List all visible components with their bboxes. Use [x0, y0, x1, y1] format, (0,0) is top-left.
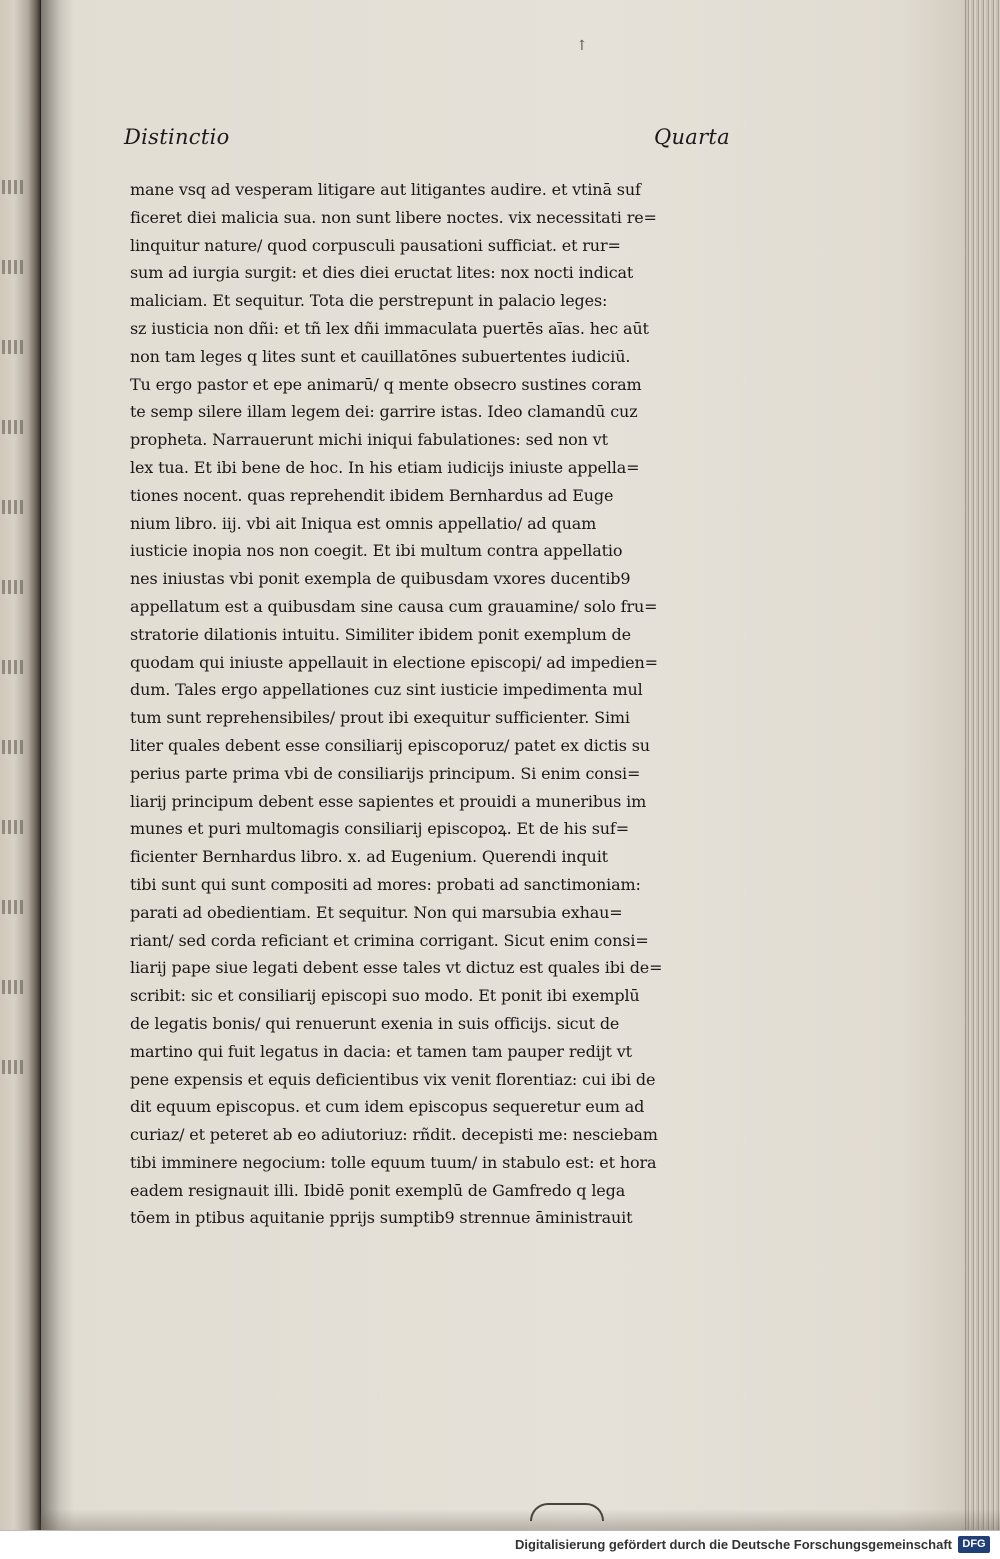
text-line: quodam qui iniuste appellauit in electione episcopi/ ad impedien= — [130, 652, 658, 672]
bleed-through-text — [2, 340, 26, 354]
text-line: perius parte prima vbi de consiliarijs principum. Si enim consi= — [130, 763, 641, 783]
text-line: appellatum est a quibusdam sine causa cum grauamine/ solo fru= — [130, 596, 658, 616]
text-line: iusticie inopia nos non coegit. Et ibi multum contra appellatio — [130, 541, 623, 561]
text-line: maliciam. Et sequitur. Tota die perstrepunt in palacio leges: — [130, 291, 608, 311]
bleed-through-text — [2, 1060, 26, 1074]
dfg-logo: DFG — [958, 1536, 990, 1553]
bleed-through-text — [2, 820, 26, 834]
facing-page-edge — [0, 0, 41, 1559]
text-line: curiaz/ et peteret ab eo adiutoriuz: rñdit. decepisti me: nesciebam — [130, 1125, 658, 1145]
text-line: eadem resignauit illi. Ibidē ponit exemplū de Gamfredo q lega — [130, 1180, 626, 1200]
text-line: nes iniustas vbi ponit exempla de quibusdam vxores ducentib9 — [130, 569, 631, 589]
text-line: Tu ergo pastor et epe animarū/ q mente obsecro sustines coram — [130, 374, 642, 394]
bleed-through-text — [2, 180, 26, 194]
running-header — [124, 125, 730, 161]
bleed-through-text — [2, 980, 26, 994]
binding-gutter — [40, 0, 74, 1559]
text-line: nium libro. iij. vbi ait Iniqua est omnis appellatio/ ad quam — [130, 513, 597, 533]
text-line: de legatis bonis/ qui renuerunt exenia in suis officijs. sicut de — [130, 1013, 620, 1033]
text-line: lex tua. Et ibi bene de hoc. In his etiam iudicijs iniuste appella= — [130, 457, 640, 477]
footer-credit: Digitalisierung gefördert durch die Deutsche Forschungsgemeinschaft — [514, 1537, 952, 1552]
text-line: liarij principum debent esse sapientes et prouidi a muneribus im — [130, 791, 647, 811]
text-line: riant/ sed corda reficiant et crimina corrigant. Sicut enim consi= — [130, 930, 649, 950]
text-line: sz iusticia non dñi: et tñ lex dñi immaculata puertēs aīas. hec aūt — [130, 318, 649, 338]
bleed-through-text — [2, 260, 26, 274]
bleed-through-text — [2, 660, 26, 674]
text-line: non tam leges q lites sunt et cauillatōnes subuertentes iudiciū. — [130, 346, 631, 366]
text-line: linquitur nature/ quod corpusculi pausationi sufficiat. et rur= — [130, 235, 621, 255]
page-bottom-shadow — [40, 1509, 1000, 1531]
text-line: dit equum episcopus. et cum idem episcopus sequeretur eum ad — [130, 1097, 645, 1117]
text-line: tibi sunt qui sunt compositi ad mores: probati ad sanctimoniam: — [130, 874, 641, 894]
text-line: dum. Tales ergo appellationes cuz sint iusticie impedimenta mul — [130, 680, 643, 700]
text-line: liter quales debent esse consiliarij episcoporuz/ patet ex dictis su — [130, 735, 650, 755]
body-text — [130, 176, 730, 1232]
text-line: propheta. Narrauerunt michi iniqui fabulationes: sed non vt — [130, 430, 608, 450]
bleed-through-text — [2, 900, 26, 914]
text-line: scribit: sic et consiliarij episcopi suo modo. Et ponit ibi exemplū — [130, 986, 640, 1006]
clasp-mark — [530, 1503, 604, 1521]
text-line: ficienter Bernhardus libro. x. ad Eugenium. Querendi inquit — [130, 847, 608, 867]
text-line: ficeret diei malicia sua. non sunt libere noctes. vix necessitati re= — [130, 207, 657, 227]
text-line: martino qui fuit legatus in dacia: et tamen tam pauper redijt vt — [130, 1041, 632, 1061]
fore-edge — [965, 0, 1000, 1559]
footer-bar — [0, 1530, 1000, 1559]
text-line: tōem in ptibus aquitanie pprijs sumptib9 strennue āministrauit — [130, 1208, 633, 1228]
bleed-through-text — [2, 740, 26, 754]
text-line: pene expensis et equis deficientibus vix venit florentiaz: cui ibi de — [130, 1069, 656, 1089]
bleed-through-text — [2, 420, 26, 434]
text-line: tiones nocent. quas reprehendit ibidem Bernhardus ad Euge — [130, 485, 614, 505]
text-line: stratorie dilationis intuitu. Similiter ibidem ponit exemplum de — [130, 624, 631, 644]
text-line: sum ad iurgia surgit: et dies diei eructat lites: nox nocti indicat — [130, 263, 634, 283]
text-line: parati ad obedientiam. Et sequitur. Non qui marsubia exhau= — [130, 902, 623, 922]
text-line: tum sunt reprehensibiles/ prout ibi exequitur sufficienter. Simi — [130, 708, 630, 728]
header-quarta: Quarta — [653, 125, 730, 149]
header-distinctio: Distinctio — [124, 125, 230, 149]
text-line: liarij pape siue legati debent esse tales vt dictuz est quales ibi de= — [130, 958, 663, 978]
text-line: mane vsq ad vesperam litigare aut litigantes audire. et vtinā suf — [130, 180, 641, 199]
bleed-through-text — [2, 580, 26, 594]
bleed-through-text — [2, 500, 26, 514]
text-line: munes et puri multomagis consiliarij episcopoꝝ. Et de his suf= — [130, 819, 629, 839]
text-line: tibi imminere negocium: tolle equum tuum/ in stabulo est: et hora — [130, 1152, 657, 1172]
text-line: te semp silere illam legem dei: garrire istas. Ideo clamandū cuz — [130, 402, 638, 422]
top-ink-mark: ↑ — [576, 38, 588, 54]
